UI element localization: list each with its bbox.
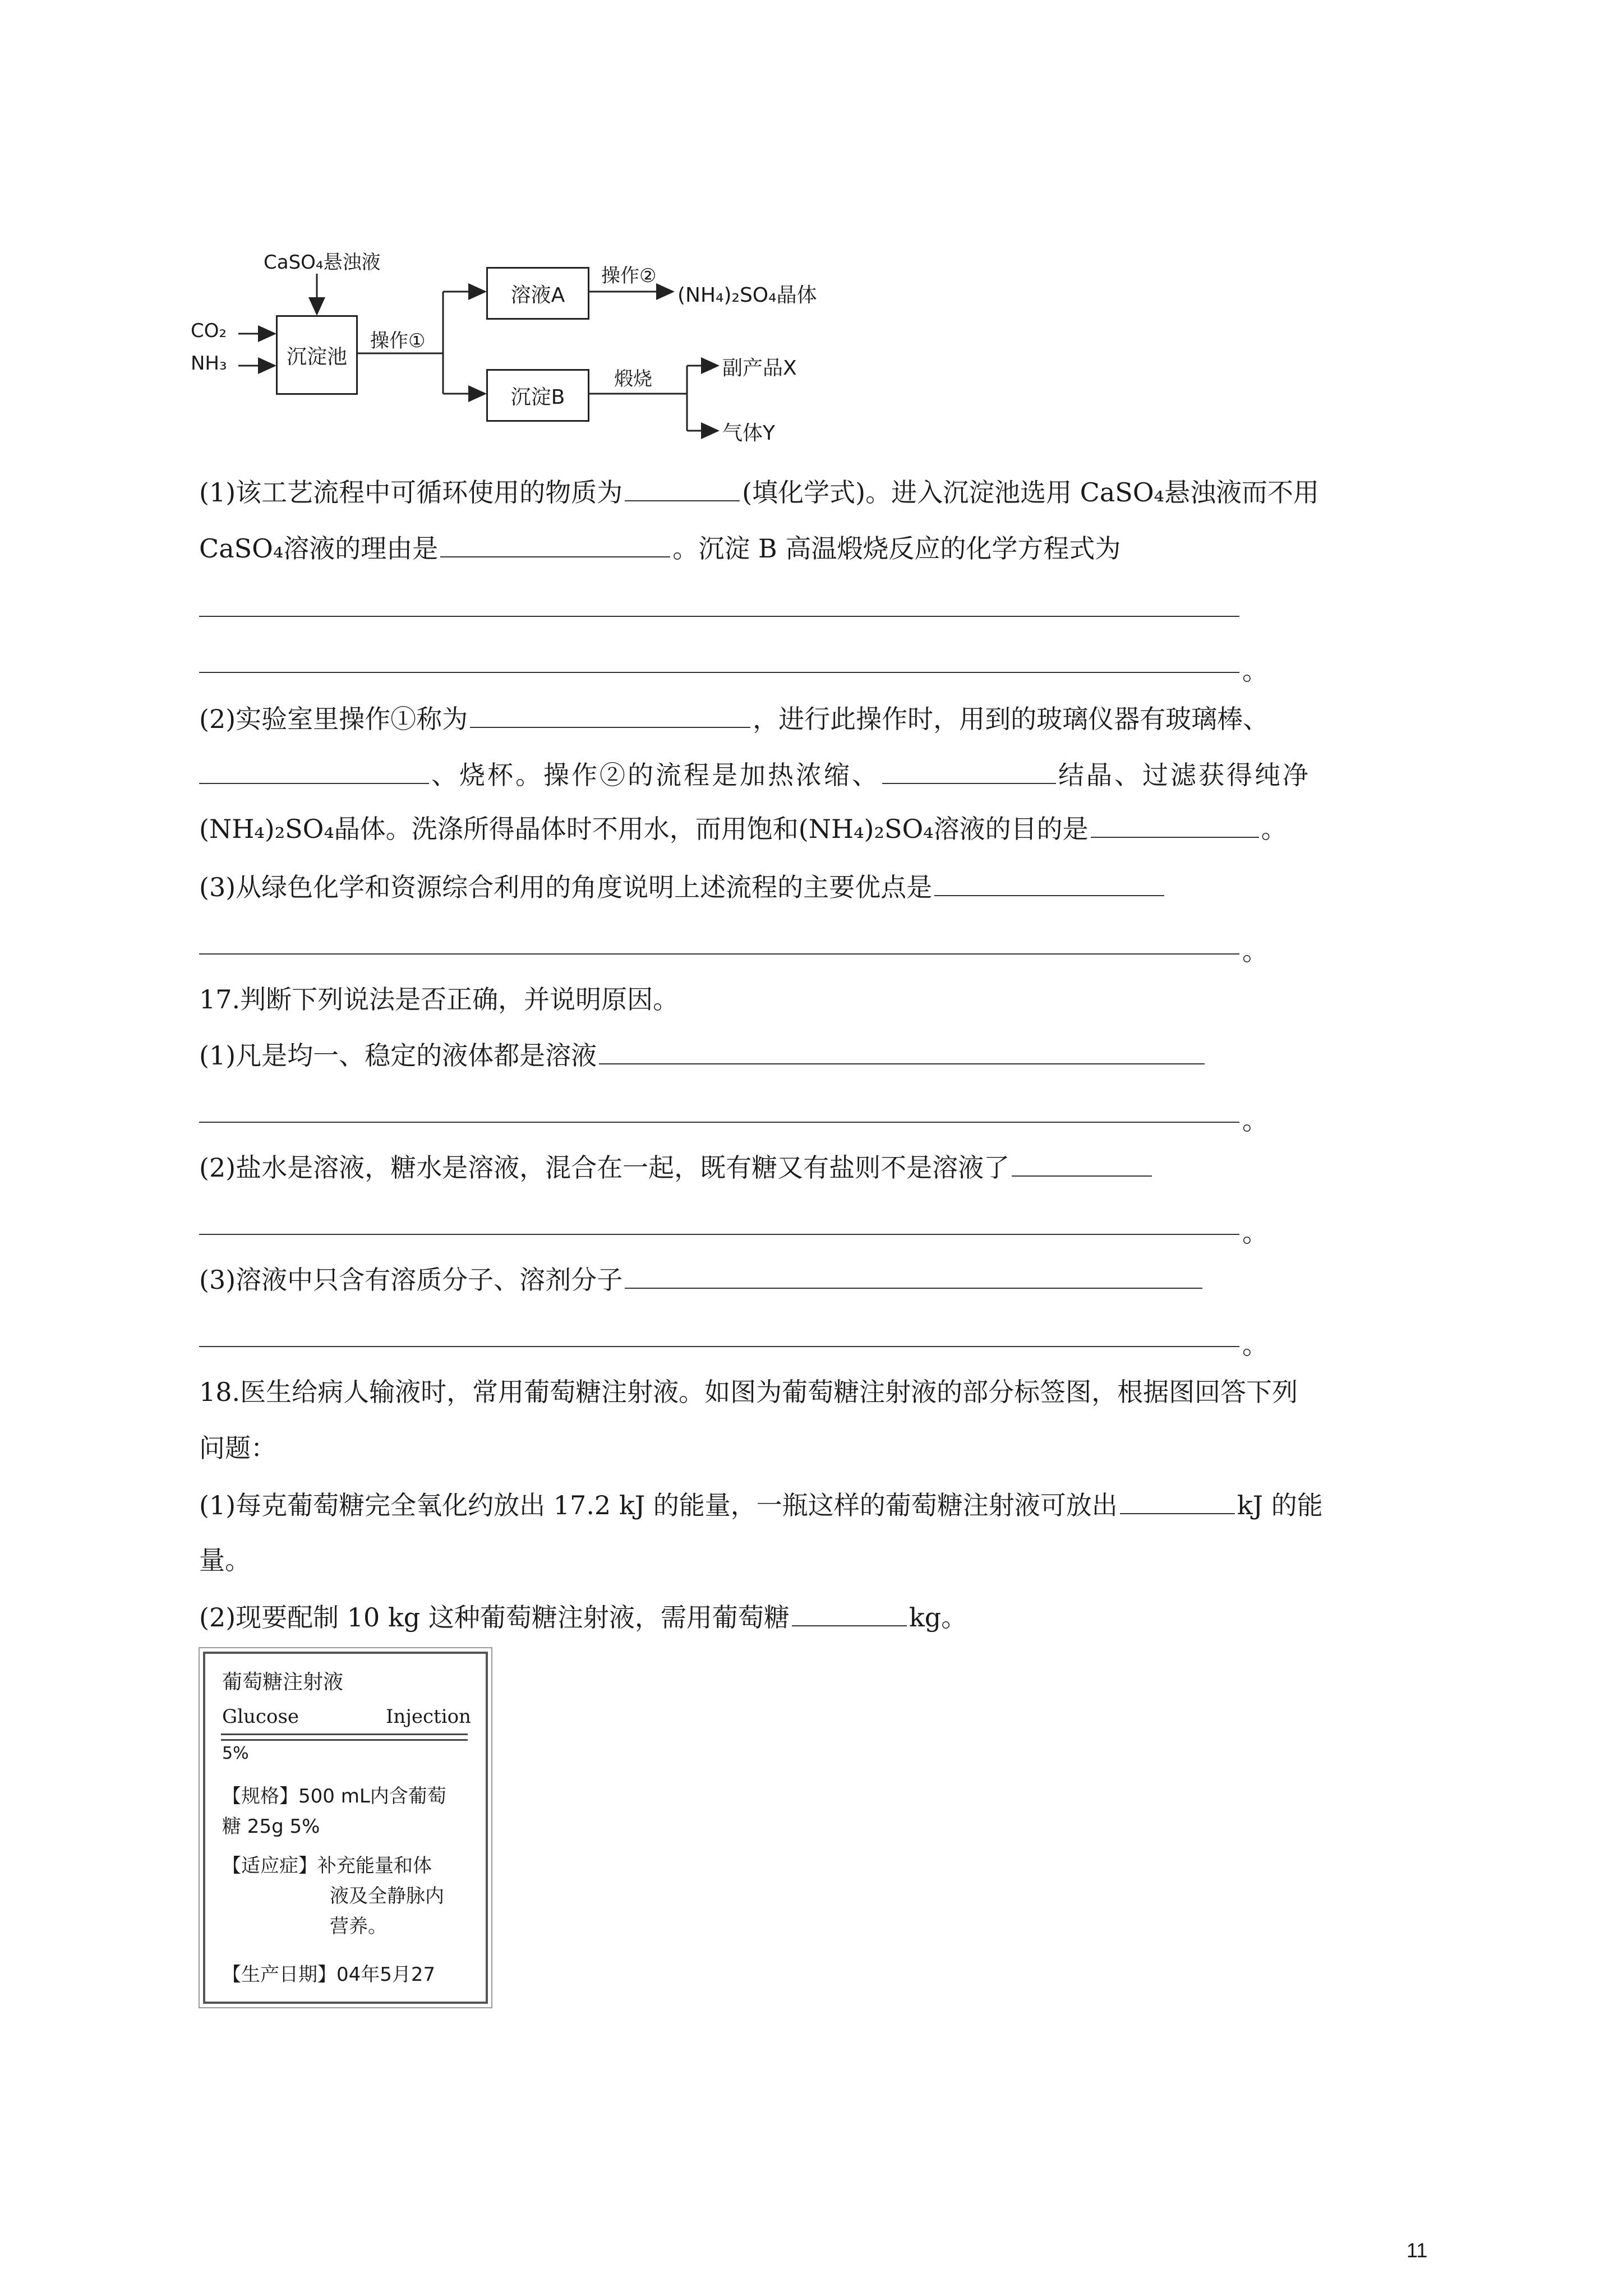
period-mark: 。: [1242, 656, 1268, 686]
precipitate-b-box: 沉淀B: [486, 369, 589, 422]
answer-blank[interactable]: [792, 1601, 907, 1626]
answer-blank[interactable]: [1012, 1151, 1152, 1177]
calcine-label: 煅烧: [614, 368, 652, 390]
q16-p2-text-a: (2)实验室里操作①称为: [199, 704, 468, 734]
q16-part1-line2: [199, 532, 1121, 565]
q16-p1-text-d: 。沉淀 B 高温煅烧反应的化学方程式为: [672, 533, 1121, 564]
period-mark: 。: [1242, 1218, 1268, 1248]
q16-p2-text-c: 、烧杯。操作②的流程是加热浓缩、: [431, 760, 880, 790]
q18-s1-text-b: kJ 的能: [1237, 1490, 1323, 1520]
answer-blank[interactable]: [882, 758, 1056, 784]
q16-part3-line1: [199, 870, 1166, 904]
answer-blank[interactable]: [1091, 812, 1259, 838]
answer-line[interactable]: [199, 1234, 1239, 1235]
label-name-en-2: Injection: [386, 1705, 471, 1728]
label-divider: [221, 1733, 468, 1735]
nh3-label: NH₃: [191, 352, 227, 375]
co2-label: CO₂: [191, 320, 227, 342]
q17-statement-1: [199, 1039, 1207, 1072]
label-name-cn: 葡萄糖注射液: [222, 1671, 344, 1694]
period-mark: 。: [1242, 1330, 1268, 1360]
label-name-en-1: Glucose: [222, 1705, 299, 1728]
q16-p1-text-b: (填化学式)。进入沉淀池选用 CaSO₄悬浊液而不用: [742, 477, 1319, 508]
period-mark: 。: [1261, 814, 1287, 844]
q16-part2-line2: [199, 758, 1311, 792]
label-indication-line1: 【适应症】补充能量和体: [222, 1855, 432, 1877]
q16-p1-text-a: (1)该工艺流程中可循环使用的物质为: [199, 477, 623, 508]
q16-part1-line1: [199, 476, 1319, 509]
answer-blank[interactable]: [625, 476, 740, 501]
q16-p3-text-a: (3)从绿色化学和资源综合利用的角度说明上述流程的主要优点是: [199, 872, 933, 902]
answer-line[interactable]: [199, 953, 1239, 955]
label-production-date: 【生产日期】04年5月27: [222, 1963, 436, 1986]
solution-a-box: 溶液A: [486, 267, 589, 320]
label-spec-line2: 糖 25g 5%: [222, 1815, 320, 1838]
q18-s1-text-a: (1)每克葡萄糖完全氧化约放出 17.2 kJ 的能量，一瓶这样的葡萄糖注射液可放出: [199, 1490, 1118, 1520]
byproduct-x-label: 副产品X: [722, 357, 797, 380]
q16-p2-text-e: (NH₄)₂SO₄晶体。洗涤所得晶体时不用水，而用饱和(NH₄)₂SO₄溶液的目的是: [199, 814, 1089, 844]
answer-line[interactable]: [199, 672, 1239, 673]
q18-title-line2: 问题：: [199, 1433, 276, 1463]
q16-p1-text-c: CaSO₄溶液的理由是: [199, 533, 439, 564]
q17-s1-text: (1)凡是均一、稳定的液体都是溶液: [199, 1040, 597, 1071]
q18-part2-line1: [199, 1601, 967, 1634]
q17-s2-text: (2)盐水是溶液，糖水是溶液，混合在一起，既有糖又有盐则不是溶液了: [199, 1152, 1010, 1183]
answer-blank[interactable]: [199, 758, 429, 784]
ammonium-sulfate-product: (NH₄)₂SO₄晶体: [677, 284, 817, 307]
answer-line[interactable]: [199, 1346, 1239, 1347]
answer-blank[interactable]: [440, 532, 670, 557]
q18-s2-text-b: kg。: [909, 1602, 967, 1633]
answer-blank[interactable]: [625, 1263, 1202, 1289]
answer-line[interactable]: [199, 616, 1239, 617]
answer-line[interactable]: [199, 1122, 1239, 1123]
q18-part1-line2: 量。: [199, 1545, 251, 1575]
label-concentration: 5%: [222, 1744, 249, 1763]
period-mark: 。: [1242, 1105, 1268, 1136]
q17-title: 17.判断下列说法是否正确，并说明原因。: [199, 984, 679, 1015]
caso4-feed-label: CaSO₄悬浊液: [264, 251, 381, 274]
q18-title-line1: 18.医生给病人输液时，常用葡萄糖注射液。如图为葡萄糖注射液的部分标签图，根据图回答下列: [199, 1377, 1298, 1407]
q16-p2-text-b: ，进行此操作时，用到的玻璃仪器有玻璃棒、: [753, 704, 1269, 734]
process-flow-diagram: [191, 241, 886, 465]
label-indication-line3: 营养。: [330, 1915, 387, 1938]
q17-s3-text: (3)溶液中只含有溶质分子、溶剂分子: [199, 1265, 623, 1295]
answer-blank[interactable]: [470, 702, 750, 728]
answer-blank[interactable]: [599, 1039, 1205, 1064]
gas-y-label: 气体Y: [722, 422, 775, 445]
page-number: 11: [1407, 2239, 1428, 2262]
q16-p2-text-d: 结晶、过滤获得纯净: [1058, 760, 1311, 790]
q18-s2-text-a: (2)现要配制 10 kg 这种葡萄糖注射液，需用葡萄糖: [199, 1602, 790, 1633]
q16-part2-line3: [199, 812, 1287, 846]
label-spec-line1: 【规格】500 mL内含葡萄: [222, 1785, 446, 1808]
q18-part1-line1: [199, 1488, 1323, 1522]
q17-statement-3: [199, 1263, 1205, 1297]
label-indication-line2: 液及全静脉内: [330, 1885, 444, 1907]
q16-part2-line1: [199, 702, 1269, 736]
operation-1-label: 操作①: [370, 330, 426, 352]
settling-tank-box: 沉淀池: [276, 315, 358, 395]
operation-2-label: 操作②: [601, 265, 657, 287]
period-mark: 。: [1242, 936, 1268, 966]
q17-statement-2: [199, 1151, 1154, 1184]
answer-blank[interactable]: [1120, 1488, 1235, 1514]
label-divider: [221, 1739, 468, 1741]
answer-blank[interactable]: [934, 870, 1164, 896]
glucose-injection-label: [203, 1652, 488, 2004]
